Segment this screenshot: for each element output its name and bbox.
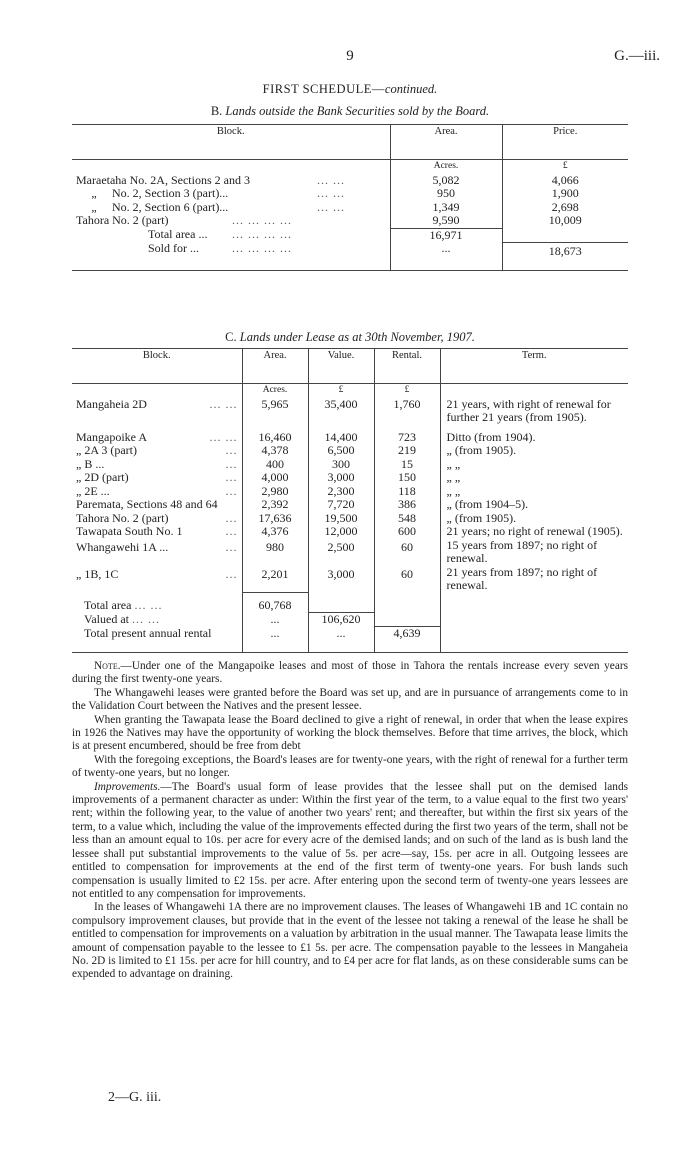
section-b-title: Lands outside the Bank Securities sold by the Board. xyxy=(225,104,490,118)
row-area: 950 xyxy=(390,187,502,201)
row-area: 400 xyxy=(242,458,308,472)
row-block-cell xyxy=(72,444,242,458)
row-term: 21 years from 1897; no right of renewal. xyxy=(440,566,628,593)
row-value: 2,300 xyxy=(308,485,374,499)
col-block: Block. xyxy=(72,125,390,160)
row-value: 7,720 xyxy=(308,498,374,512)
valued-at-label: Valued at xyxy=(84,611,129,626)
leader-dots: ... ... xyxy=(317,172,345,187)
row-block-cell xyxy=(72,566,242,593)
total-area-value: 16,971 xyxy=(390,228,502,242)
row-value: 3,000 xyxy=(308,471,374,485)
row-price: 10,009 xyxy=(502,214,628,228)
row-rental: 600 xyxy=(374,525,440,539)
annual-rental-area: ... xyxy=(242,627,308,653)
leader-dots: ... ... xyxy=(209,429,238,444)
row-area: 5,082 xyxy=(390,174,502,188)
row-block-cell xyxy=(72,512,242,526)
row-block: „ 2E ... xyxy=(76,483,110,498)
row-area: 980 xyxy=(242,539,308,566)
valued-at-area: ... xyxy=(242,613,308,627)
unit-rental: £ xyxy=(374,384,440,398)
row-area: 4,376 xyxy=(242,525,308,539)
leader-dots: ... xyxy=(225,524,238,538)
section-c-heading xyxy=(0,330,700,345)
unit-value: £ xyxy=(308,384,374,398)
row-term: 15 years from 1897; no right of renewal. xyxy=(440,539,628,566)
row-area: 4,378 xyxy=(242,444,308,458)
section-b-letter: B. xyxy=(210,104,223,118)
section-b-heading xyxy=(0,104,700,119)
row-value: 35,400 xyxy=(308,398,374,425)
row-term: „ (from 1905). xyxy=(440,512,628,526)
leader-dots: ... ... xyxy=(317,199,345,214)
row-area: 2,980 xyxy=(242,485,308,499)
row-block-cell xyxy=(72,458,242,472)
row-value: 2,500 xyxy=(308,539,374,566)
note-paragraph-leases: In the leases of Whangawehi 1A there are no improvement clauses. The leases of Whangawehi 1B and 1C contain no compulsory improvement clauses, but provide that in the event of the lessee not taking a renewal of the lease he shall be entitled to compensation for improvements on a valuation by arbitration in the usual manner. The Tawapata lease limits the amount of compensation payable to the lessee to £1 5s. per acre. The compensation payable to the lessees in Mangaheia No. 2D is limited to £1 15s. per acre for hill country, and to £4 per acre for flat lands, as on these considerable sums can be expended to advantage on draining. xyxy=(72,901,628,981)
row-price: 4,066 xyxy=(502,174,628,188)
row-rental: 60 xyxy=(374,566,440,593)
leader-dots: ... ... xyxy=(317,186,345,200)
row-term: „ „ xyxy=(440,471,628,485)
total-row xyxy=(72,627,628,653)
row-block: Mangapoike A xyxy=(76,429,147,444)
unit-area: Acres. xyxy=(242,384,308,398)
row-block-cell xyxy=(72,525,242,539)
table-row xyxy=(72,214,628,228)
row-block-cell xyxy=(72,425,242,445)
sold-for-label: Sold for ... xyxy=(148,241,199,255)
row-value: 12,000 xyxy=(308,525,374,539)
table-row xyxy=(72,471,628,485)
note-text: —Under one of the Mangapoike leases and most of those in Tahora the rentals increase every seven years during the first twenty-one years. xyxy=(72,660,628,686)
leader-dots: ... ... ... ... xyxy=(232,213,292,227)
row-term: „ „ xyxy=(440,485,628,499)
leader-dots: ... xyxy=(225,456,238,471)
footer-signature: 2—G. iii. xyxy=(108,1090,162,1105)
section-c-table xyxy=(72,348,628,653)
leader-dots: ... ... ... ... xyxy=(232,241,292,255)
row-price: 1,900 xyxy=(502,187,628,201)
note-paragraph-tawapata: When granting the Tawapata lease the Board declined to give a right of renewal, in order that when the lease expires in 1926 the Natives may have the opportunity of working the block themselves. Before that time arrives, the block, which is at present encumbered, should be free from debt xyxy=(72,713,628,753)
note-label: Note. xyxy=(94,660,121,672)
table-row xyxy=(72,174,628,188)
row-term: „ „ xyxy=(440,458,628,472)
row-area: 2,392 xyxy=(242,498,308,512)
leader-dots: ... ... ... ... xyxy=(232,227,292,241)
table-row xyxy=(72,539,628,566)
row-rental: 150 xyxy=(374,471,440,485)
row-block: No. 2, Section 3 (part)... xyxy=(112,186,229,200)
row-rental: 118 xyxy=(374,485,440,499)
leader-dots: ... ... xyxy=(209,396,238,411)
row-term: „ (from 1904–5). xyxy=(440,498,628,512)
leader-dots: ... xyxy=(225,539,238,554)
valued-at-value: 106,620 xyxy=(308,613,374,627)
row-rental: 548 xyxy=(374,512,440,526)
improvements-text: —The Board's usual form of lease provides that the lessee shall put on the demised lands improvements of a permanent character as under: Within the first year of the term, to a value equal to the first two years' rent; within the following year, to the value of another two years' rent; and thereafter, but within the first six years of the term, to a value which, including the value of the improvements effected during the first two years of the term, shall not be less than an amount equal to 10s. per acre for every acre of the demised lands; and on such of the land as is bush land the lessee shall put substantial improvements to the value of 5s. per acre—say, 15s. per acre in all. Outgoing lessees are entitled to compensation for improvements at the end of the first term of twenty-one years. For bush lands such compensation is usually limited to £2 15s. per acre. After entering upon the second term of twenty-one years lessees are not entitled to any compensation for improvements. xyxy=(72,780,628,900)
total-area-value: 60,768 xyxy=(242,593,308,613)
row-value: 6,500 xyxy=(308,444,374,458)
improvements-label: Improvements. xyxy=(94,780,161,793)
title-continued: continued. xyxy=(384,82,438,96)
annual-rental-amount: 4,639 xyxy=(374,627,440,653)
row-block-cell xyxy=(72,485,242,499)
total-area-price xyxy=(502,228,628,242)
row-value: 19,500 xyxy=(308,512,374,526)
row-block: Tawapata South No. 1 xyxy=(76,524,183,538)
row-block: Whangawehi 1A ... xyxy=(76,539,169,554)
col-value: Value. xyxy=(308,349,374,384)
table-row xyxy=(72,458,628,472)
table-row xyxy=(72,187,628,201)
row-term: 21 years; no right of renewal (1905). xyxy=(440,525,628,539)
table-row xyxy=(72,444,628,458)
total-row xyxy=(72,593,628,613)
table-row xyxy=(72,498,628,512)
unit-price: £ xyxy=(502,160,628,174)
row-area: 1,349 xyxy=(390,201,502,215)
table-row xyxy=(72,201,628,215)
table-row xyxy=(72,525,628,539)
leader-dots: ... xyxy=(225,483,238,498)
notes-body xyxy=(72,660,628,982)
total-row xyxy=(72,613,628,627)
row-term: Ditto (from 1904). xyxy=(440,425,628,445)
leader-dots: ... ... xyxy=(131,611,160,626)
total-area-valuecol xyxy=(308,593,374,613)
col-area: Area. xyxy=(390,125,502,160)
row-block-cell xyxy=(72,539,242,566)
row-block-cell xyxy=(72,398,242,425)
ditto-mark: „ xyxy=(91,199,97,214)
total-area-label: Total area ... xyxy=(148,227,208,241)
section-b-table xyxy=(72,124,628,271)
table-row xyxy=(72,398,628,425)
col-term: Term. xyxy=(440,349,628,384)
row-rental: 60 xyxy=(374,539,440,566)
row-value: 300 xyxy=(308,458,374,472)
row-block: Mangaheia 2D xyxy=(76,396,147,411)
row-rental: 386 xyxy=(374,498,440,512)
sold-for-area: ... xyxy=(390,242,502,270)
title-main: FIRST SCHEDULE— xyxy=(262,82,385,96)
sold-for-price: 18,673 xyxy=(502,242,628,270)
leader-dots: ... xyxy=(225,470,238,484)
row-area: 4,000 xyxy=(242,471,308,485)
note-paragraph-improvements xyxy=(72,781,628,902)
section-c-title: Lands under Lease as at 30th November, 1907. xyxy=(239,330,475,344)
leader-dots: ... xyxy=(225,566,238,581)
col-rental: Rental. xyxy=(374,349,440,384)
col-block: Block. xyxy=(72,349,242,384)
row-block: „ 1B, 1C xyxy=(76,566,119,581)
row-block: „ 2A 3 (part) xyxy=(76,443,137,457)
leader-dots: ... xyxy=(225,510,238,525)
page-number: 9 xyxy=(346,48,354,64)
unit-area: Acres. xyxy=(390,160,502,174)
annual-rental-label: Total present annual rental xyxy=(84,625,212,640)
row-block: No. 2, Section 6 (part)... xyxy=(112,199,229,214)
note-paragraph xyxy=(72,660,628,687)
total-row xyxy=(72,242,628,270)
row-value: 3,000 xyxy=(308,566,374,593)
table-row xyxy=(72,425,628,445)
note-paragraph-whangawehi: The Whangawehi leases were granted before the Board was set up, and are in pursuance of arrangements come to in the Validation Court between the Natives and the present lessee. xyxy=(72,686,628,713)
row-block-cell xyxy=(72,471,242,485)
row-rental: 219 xyxy=(374,444,440,458)
paper-series: G.—iii. xyxy=(614,48,660,64)
row-area: 2,201 xyxy=(242,566,308,593)
total-row xyxy=(72,228,628,242)
row-block-cell xyxy=(72,498,242,512)
row-area: 5,965 xyxy=(242,398,308,425)
row-value: 14,400 xyxy=(308,425,374,445)
table-row xyxy=(72,485,628,499)
ditto-mark: „ xyxy=(91,186,97,200)
note-paragraph-exceptions: With the foregoing exceptions, the Board's leases are for twenty-one years, with the right of renewal for a further term of twenty-one years, but no longer. xyxy=(72,753,628,780)
row-term: „ (from 1905). xyxy=(440,444,628,458)
row-term: 21 years, with right of renewal for further 21 years (from 1905). xyxy=(440,398,628,425)
section-c-letter: C. xyxy=(225,330,237,344)
row-block: Tahora No. 2 (part) xyxy=(76,213,169,227)
col-area: Area. xyxy=(242,349,308,384)
row-block: Paremata, Sections 48 and 64 xyxy=(76,497,218,511)
row-area: 16,460 xyxy=(242,425,308,445)
annual-rental-value: ... xyxy=(308,627,374,653)
row-block: Tahora No. 2 (part) xyxy=(76,510,169,525)
schedule-title xyxy=(0,82,700,97)
row-price: 2,698 xyxy=(502,201,628,215)
leader-dots: ... ... xyxy=(134,597,163,612)
row-rental: 1,760 xyxy=(374,398,440,425)
row-area: 9,590 xyxy=(390,214,502,228)
row-rental: 723 xyxy=(374,425,440,445)
row-block: „ B ... xyxy=(76,456,105,471)
table-row xyxy=(72,512,628,526)
row-area: 17,636 xyxy=(242,512,308,526)
col-price: Price. xyxy=(502,125,628,160)
leader-dots: ... xyxy=(225,443,238,457)
table-row xyxy=(72,566,628,593)
row-rental: 15 xyxy=(374,458,440,472)
row-block: „ 2D (part) xyxy=(76,470,129,484)
row-block: Maraetaha No. 2A, Sections 2 and 3 xyxy=(76,172,250,187)
total-area-label: Total area xyxy=(84,597,132,612)
